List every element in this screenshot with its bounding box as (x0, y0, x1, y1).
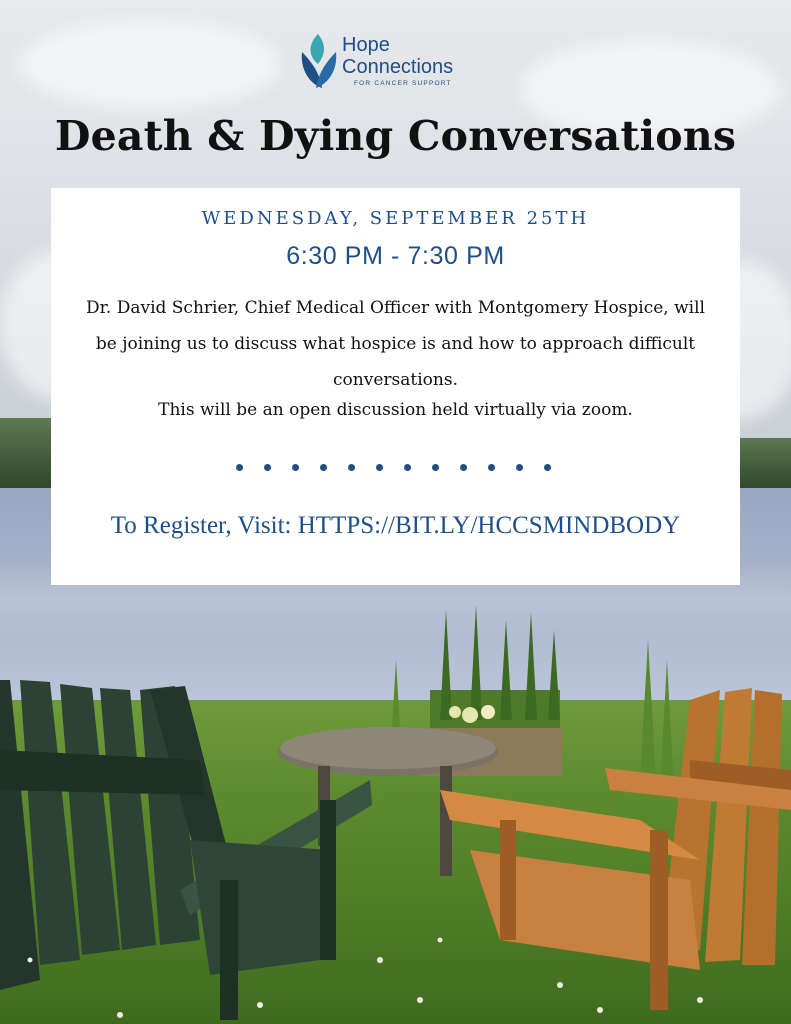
hands-leaf-icon (298, 30, 340, 94)
divider-dot (488, 464, 495, 471)
divider-dot (516, 464, 523, 471)
registration-link[interactable]: To Register, Visit: HTTPS://BIT.LY/HCCSMINDBODY (110, 512, 681, 539)
dot-divider (236, 464, 566, 474)
event-date: WEDNESDAY, SEPTEMBER 25TH (201, 208, 590, 229)
divider-dot (376, 464, 383, 471)
event-details-card (51, 188, 740, 585)
divider-dot (236, 464, 243, 471)
divider-dot (292, 464, 299, 471)
event-description: Dr. David Schrier, Chief Medical Officer with Montgomery Hospice, will be joining us to discuss what hospice is and how to approach difficult conversations. (86, 298, 705, 390)
event-time: 6:30 PM - 7:30 PM (286, 242, 505, 270)
event-format-note: This will be an open discussion held virtually via zoom. (158, 400, 633, 420)
divider-dot (544, 464, 551, 471)
logo-name-hope: Hope (342, 34, 390, 56)
logo-tagline: FOR CANCER SUPPORT (354, 80, 452, 87)
green-chair (0, 680, 372, 1020)
divider-dot (404, 464, 411, 471)
divider-dot (432, 464, 439, 471)
hope-connections-logo (298, 30, 498, 98)
page-title: Death & Dying Conversations (54, 112, 737, 160)
divider-dot (264, 464, 271, 471)
divider-dot (320, 464, 327, 471)
logo-name-connections: Connections (342, 56, 454, 78)
divider-dot (348, 464, 355, 471)
divider-dot (460, 464, 467, 471)
